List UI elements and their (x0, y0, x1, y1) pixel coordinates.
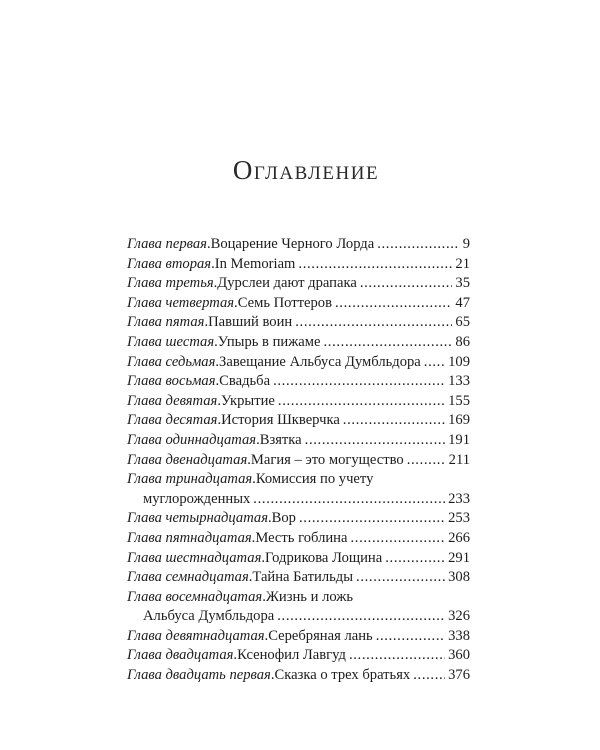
chapter-title: Серебряная лань (268, 627, 373, 644)
chapter-title: Свадьба (219, 373, 271, 390)
chapter-title: Семь Поттеров (237, 294, 332, 311)
page-number: 360 (448, 647, 470, 664)
chapter-label: Глава двадцать первая (127, 667, 271, 684)
chapter-title: Упырь в пижаме (217, 333, 321, 350)
dot-leader (385, 549, 445, 569)
chapter-title: Месть гоблина (255, 529, 348, 546)
chapter-title: История Шкверчка (221, 412, 340, 429)
toc-line (127, 255, 470, 275)
toc-entry (127, 666, 470, 686)
dot-leader (298, 255, 452, 275)
page-number: 86 (455, 333, 470, 350)
page-title: Оглавление (232, 155, 380, 185)
page-number: 211 (448, 451, 470, 468)
page-number: 253 (448, 510, 470, 527)
chapter-title: Вор (271, 510, 296, 527)
dot-leader (295, 313, 452, 333)
chapter-label: Глава семнадцатая (127, 569, 249, 586)
toc-entry (127, 529, 470, 549)
toc-entry (127, 627, 470, 647)
toc-entry (127, 274, 470, 294)
toc-entry (127, 235, 470, 255)
toc-entry (127, 392, 470, 412)
label-separator: . (247, 451, 251, 468)
label-separator: . (248, 569, 253, 586)
toc-entry (127, 353, 470, 373)
dot-leader (356, 568, 445, 588)
dot-leader (273, 372, 445, 392)
toc-entry (127, 646, 470, 666)
page-number: 308 (448, 569, 470, 586)
toc-line-continued (127, 490, 470, 510)
chapter-label: Глава одиннадцатая (127, 431, 257, 448)
toc-entry (127, 255, 470, 275)
label-separator: . (204, 314, 209, 331)
chapter-label: Глава девятнадцатая (127, 627, 265, 644)
chapter-title: Магия – это могущество (250, 451, 404, 468)
label-separator: . (264, 627, 269, 644)
chapter-label: Глава пятая (127, 314, 205, 331)
toc-line (127, 392, 470, 412)
dot-leader (299, 509, 445, 529)
page-number: 65 (455, 314, 470, 331)
toc-line (127, 353, 470, 373)
table-of-contents (127, 235, 470, 686)
chapter-label: Глава пятнадцатая (127, 529, 252, 546)
toc-entry (127, 333, 470, 353)
page-number: 21 (455, 255, 470, 272)
chapter-title: Дурслеи дают драпака (217, 275, 357, 292)
dot-leader (305, 431, 445, 451)
toc-line (127, 431, 470, 451)
dot-leader (253, 490, 445, 510)
toc-entry (127, 549, 470, 569)
label-separator: . (261, 549, 266, 566)
toc-entry (127, 313, 470, 333)
dot-leader (413, 666, 445, 686)
label-separator: . (213, 275, 218, 292)
toc-line (127, 372, 470, 392)
chapter-title: Ксенофил Лавгуд (237, 647, 346, 664)
page-number: 109 (448, 353, 470, 370)
page-number: 291 (448, 549, 470, 566)
chapter-title: Сказка о трех братьях (274, 667, 411, 684)
page-number: 376 (448, 667, 470, 684)
chapter-title: Укрытие (220, 392, 275, 409)
chapter-label: Глава двенадцатая (127, 451, 248, 468)
label-separator: . (234, 294, 238, 311)
dot-leader (277, 607, 445, 627)
page-number: 266 (448, 529, 470, 546)
toc-entry (127, 411, 470, 431)
chapter-label: Глава четырнадцатая (127, 510, 268, 527)
toc-line (127, 294, 470, 314)
page-number: 155 (448, 392, 470, 409)
page-number: 169 (448, 412, 470, 429)
dot-leader (278, 392, 445, 412)
page-number: 191 (448, 431, 470, 448)
toc-line (127, 627, 470, 647)
toc-line (127, 313, 470, 333)
toc-entry (127, 509, 470, 529)
toc-line-continued (127, 607, 470, 627)
dot-leader (424, 353, 445, 373)
page-number: 338 (448, 627, 470, 644)
chapter-label: Глава тринадцатая (127, 471, 253, 488)
label-separator: . (217, 412, 222, 429)
toc-line (127, 235, 470, 255)
chapter-title: Тайна Батильды (252, 569, 354, 586)
toc-line (127, 274, 470, 294)
toc-line (127, 451, 470, 471)
chapter-label: Глава шестнадцатая (127, 549, 262, 566)
page-number: 233 (448, 490, 470, 507)
chapter-title: Павший воин (208, 314, 293, 331)
chapter-label: Глава восьмая (127, 373, 216, 390)
page-number: 47 (455, 294, 470, 311)
toc-entry (127, 294, 470, 314)
dot-leader (323, 333, 452, 353)
chapter-label: Глава четвертая (127, 294, 235, 311)
toc-entry (127, 470, 470, 509)
dot-leader (407, 451, 446, 471)
chapter-label: Глава первая (127, 236, 207, 252)
dot-leader (349, 646, 445, 666)
page-number: 326 (448, 608, 470, 625)
toc-entry (127, 588, 470, 627)
chapter-label: Глава девятая (127, 392, 218, 409)
toc-line (127, 666, 470, 686)
chapter-label: Глава двадцатая (127, 647, 234, 664)
chapter-title-continued: муглорожденных (143, 490, 251, 507)
page-number: 9 (462, 236, 470, 252)
label-separator: . (268, 510, 272, 527)
label-separator: . (214, 333, 218, 350)
chapter-title: In Memoriam (214, 255, 296, 272)
label-separator: . (262, 588, 266, 605)
label-separator: . (256, 431, 260, 448)
page-number: 35 (455, 275, 470, 292)
label-separator: . (211, 255, 215, 272)
toc-entry (127, 431, 470, 451)
toc-entry (127, 568, 470, 588)
chapter-title: Годрикова Лощина (265, 549, 383, 566)
label-separator: . (233, 647, 238, 664)
toc-line (127, 646, 470, 666)
label-separator: . (270, 667, 275, 684)
label-separator: . (217, 392, 221, 409)
chapter-title: Взятка (259, 431, 302, 448)
chapter-label: Глава шестая (127, 333, 215, 350)
chapter-label: Глава восемнадцатая (127, 588, 263, 605)
label-separator: . (252, 471, 256, 488)
label-separator: . (215, 353, 220, 370)
chapter-label: Глава вторая (127, 255, 212, 272)
label-separator: . (215, 373, 220, 390)
label-separator: . (251, 529, 256, 546)
chapter-label: Глава третья (127, 275, 214, 292)
chapter-label: Глава седьмая (127, 353, 216, 370)
dot-leader (350, 529, 445, 549)
chapter-title: Комиссия по учету (255, 471, 374, 488)
toc-line (127, 568, 470, 588)
page-number: 133 (448, 373, 470, 390)
dot-leader (376, 627, 445, 647)
toc-line (127, 411, 470, 431)
chapter-label: Глава десятая (127, 412, 218, 429)
label-separator: . (206, 236, 211, 252)
chapter-title: Жизнь и ложь (265, 588, 354, 605)
toc-entry (127, 451, 470, 471)
dot-leader (360, 274, 453, 294)
toc-line (127, 549, 470, 569)
toc-line (127, 470, 470, 490)
chapter-title: Воцарение Черного Лорда (210, 236, 375, 252)
toc-line (127, 588, 470, 608)
toc-line (127, 509, 470, 529)
toc-entry (127, 372, 470, 392)
dot-leader (335, 294, 452, 314)
toc-line (127, 333, 470, 353)
dot-leader (343, 411, 445, 431)
chapter-title: Завещание Альбуса Думбльдора (219, 353, 421, 370)
toc-line (127, 529, 470, 549)
chapter-title-continued: Альбуса Думбльдора (143, 608, 275, 625)
dot-leader (377, 235, 460, 255)
